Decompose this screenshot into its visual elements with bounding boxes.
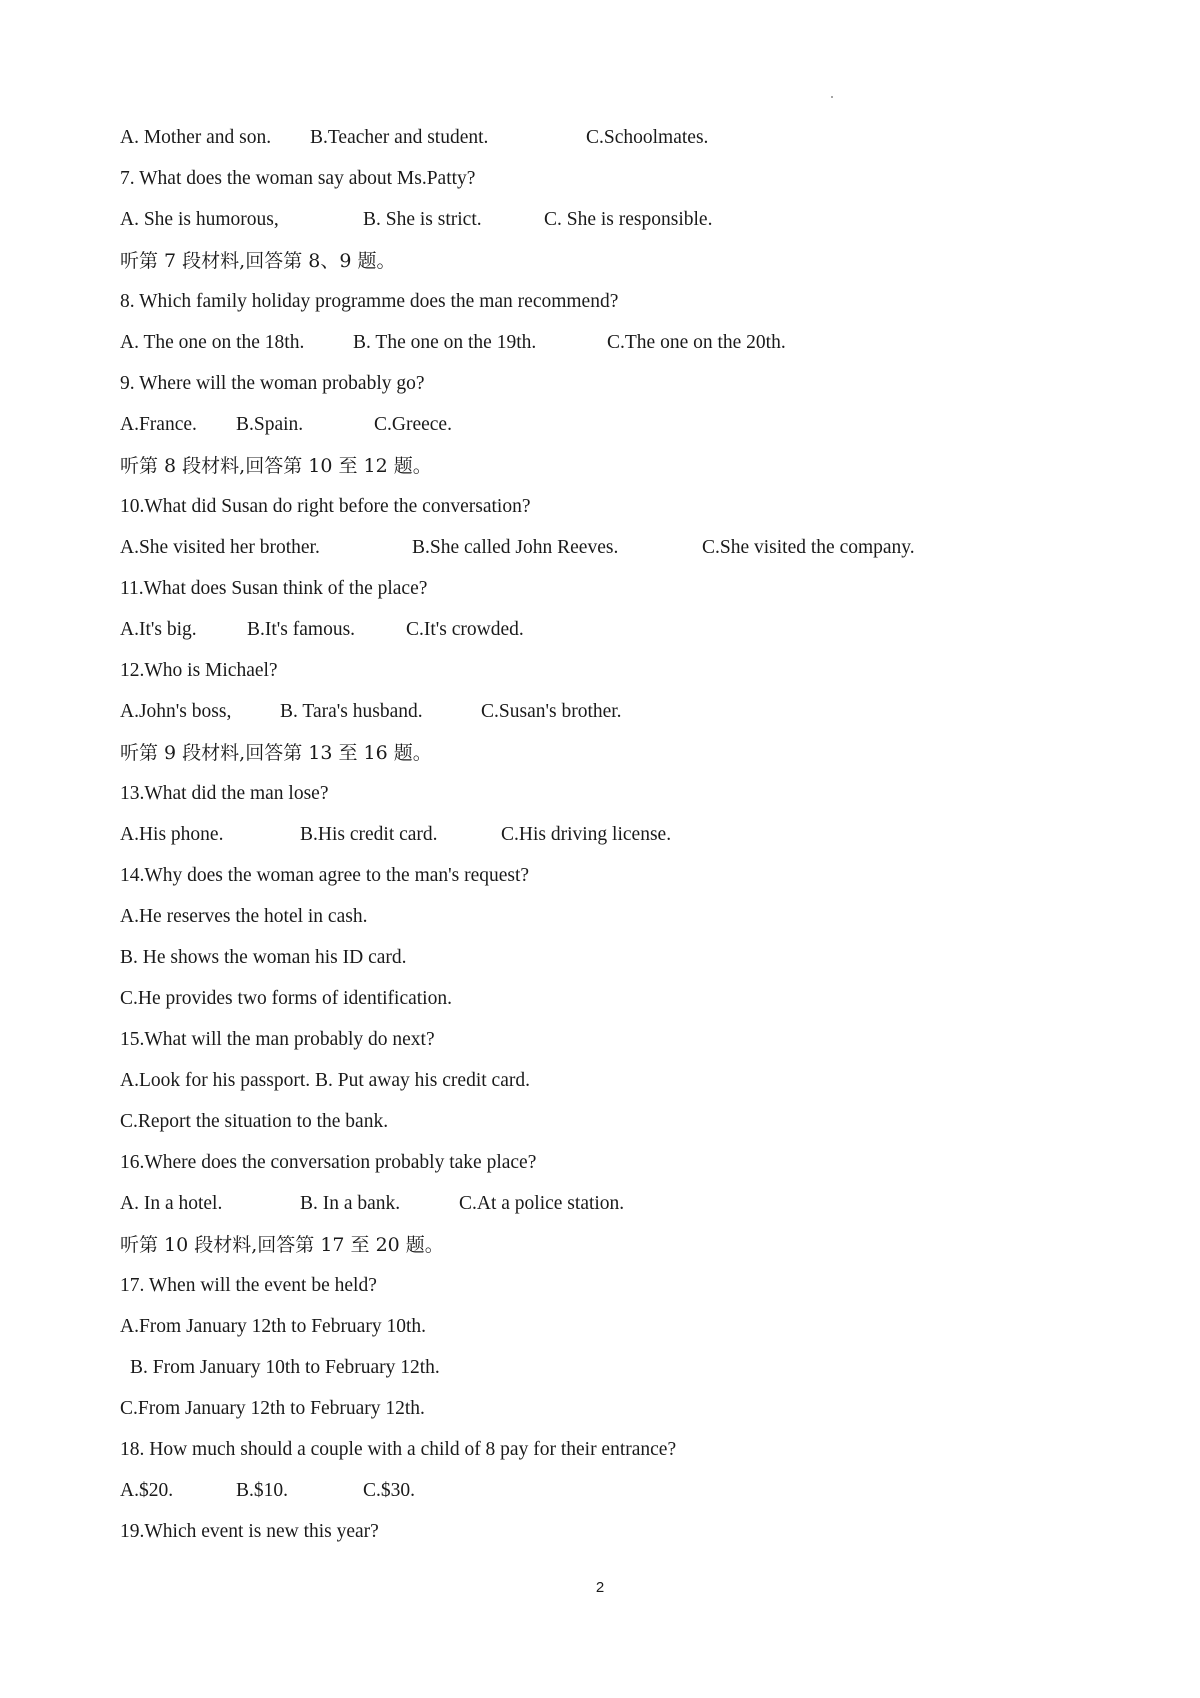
option-row-q8 (120, 330, 786, 356)
option-b: B. The one on the 19th. (353, 332, 537, 353)
option-row-q9 (120, 412, 452, 438)
stray-mark (831, 96, 833, 98)
option-row-q13 (120, 822, 672, 848)
option-row-q7 (120, 207, 713, 233)
option-b: B. From January 10th to February 12th. (130, 1357, 440, 1378)
option-row-q10 (120, 535, 915, 561)
option-b: B.Teacher and student. (310, 127, 489, 148)
section-instruction: 听第 8 段材料,回答第 10 至 12 题。 (120, 455, 432, 477)
question-19: 19.Which event is new this year? (120, 1521, 379, 1542)
option-a: A.John's boss, (120, 701, 232, 722)
option-b: B.She called John Reeves. (412, 537, 619, 558)
option-a: A. In a hotel. (120, 1193, 223, 1214)
option-a: A.His phone. (120, 824, 224, 845)
option-row-q18 (120, 1478, 416, 1504)
option-c: C.Susan's brother. (481, 701, 622, 722)
option-row-q16 (120, 1191, 625, 1217)
option-row-q12 (120, 699, 622, 725)
option-a: A.He reserves the hotel in cash. (120, 906, 368, 927)
question-13: 13.What did the man lose? (120, 783, 329, 804)
option-c: C.The one on the 20th. (607, 332, 786, 353)
question-9: 9. Where will the woman probably go? (120, 373, 425, 394)
option-row-q6 (120, 125, 709, 151)
option-a: A.From January 12th to February 10th. (120, 1316, 427, 1337)
option-c: C.$30. (363, 1480, 416, 1501)
option-row-q15: A.Look for his passport. B. Put away his credit card. (120, 1070, 530, 1091)
question-10: 10.What did Susan do right before the conversation? (120, 496, 531, 517)
option-b: B.Spain. (236, 414, 304, 435)
option-row-q11 (120, 617, 524, 643)
option-c: C.At a police station. (459, 1193, 625, 1214)
option-c: C.It's crowded. (406, 619, 524, 640)
section-instruction: 听第 9 段材料,回答第 13 至 16 题。 (120, 742, 432, 764)
option-a: A. The one on the 18th. (120, 332, 305, 353)
option-c: C.Greece. (374, 414, 452, 435)
question-18: 18. How much should a couple with a child of 8 pay for their entrance? (120, 1439, 677, 1460)
question-17: 17. When will the event be held? (120, 1275, 377, 1296)
question-11: 11.What does Susan think of the place? (120, 578, 428, 599)
option-c: C.From January 12th to February 12th. (120, 1398, 425, 1419)
question-8: 8. Which family holiday programme does the man recommend? (120, 291, 619, 312)
option-b: B. In a bank. (300, 1193, 401, 1214)
option-c: C.Schoolmates. (586, 127, 709, 148)
page-number: 2 (595, 1579, 605, 1596)
question-12: 12.Who is Michael? (120, 660, 278, 681)
option-c: C.She visited the company. (702, 537, 915, 558)
option-a: A.$20. (120, 1480, 174, 1501)
question-15: 15.What will the man probably do next? (120, 1029, 435, 1050)
option-b: B.It's famous. (247, 619, 356, 640)
option-a: A.France. (120, 414, 197, 435)
option-c: C.His driving license. (501, 824, 672, 845)
section-instruction: 听第 7 段材料,回答第 8、9 题。 (120, 250, 396, 272)
option-b: B. Tara's husband. (280, 701, 423, 722)
option-a: A.She visited her brother. (120, 537, 320, 558)
option-c: C.He provides two forms of identification. (120, 988, 452, 1009)
section-instruction: 听第 10 段材料,回答第 17 至 20 题。 (120, 1234, 444, 1256)
option-b: B.His credit card. (300, 824, 438, 845)
option-a: A. She is humorous, (120, 209, 279, 230)
option-b: B. She is strict. (363, 209, 482, 230)
option-a: A. Mother and son. (120, 127, 272, 148)
option-b: B.$10. (236, 1480, 289, 1501)
option-b: B. He shows the woman his ID card. (120, 947, 407, 968)
question-14: 14.Why does the woman agree to the man's request? (120, 865, 530, 886)
option-a: A.It's big. (120, 619, 197, 640)
option-c: C.Report the situation to the bank. (120, 1111, 389, 1132)
option-c: C. She is responsible. (544, 209, 713, 230)
question-7: 7. What does the woman say about Ms.Patty? (120, 168, 476, 189)
question-16: 16.Where does the conversation probably take place? (120, 1152, 537, 1173)
